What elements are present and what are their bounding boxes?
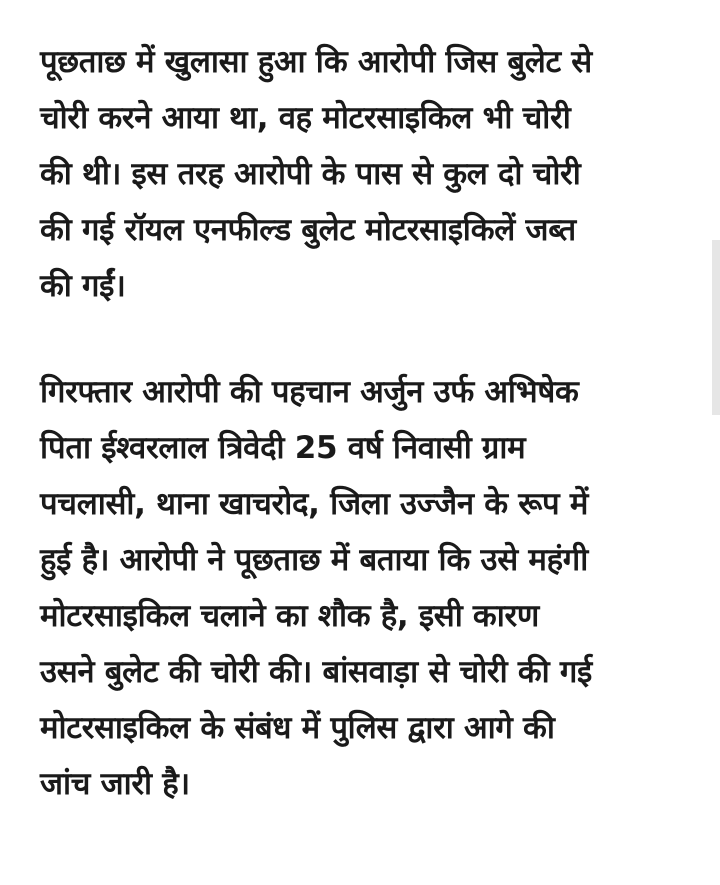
paragraph-line: उसने बुलेट की चोरी की। बांसवाड़ा से चोरी की गई: [40, 654, 592, 690]
paragraph-line: मोटरसाइकिल के संबंध में पुलिस द्वारा आगे की: [40, 710, 555, 746]
paragraph-spacer: [40, 314, 690, 364]
article-body: [40, 34, 690, 812]
paragraph-line: की थी। इस तरह आरोपी के पास से कुल दो चोरी: [40, 156, 581, 192]
paragraph-line: चोरी करने आया था, वह मोटरसाइकिल भी चोरी: [40, 100, 571, 136]
scrollbar[interactable]: [712, 240, 720, 415]
article-paragraph-1: [40, 34, 690, 314]
paragraph-line: की गईं।: [40, 268, 126, 304]
paragraph-line: मोटरसाइकिल चलाने का शौक है, इसी कारण: [40, 598, 539, 634]
paragraph-line: पिता ईश्वरलाल त्रिवेदी 25 वर्ष निवासी ग्राम: [40, 430, 526, 466]
paragraph-line: की गई रॉयल एनफील्ड बुलेट मोटरसाइकिलें जब्त: [40, 212, 576, 248]
paragraph-line: पचलासी, थाना खाचरोद, जिला उज्जैन के रूप में: [40, 486, 589, 522]
paragraph-line: गिरफ्तार आरोपी की पहचान अर्जुन उर्फ अभिषेक: [40, 374, 579, 410]
paragraph-line: पूछताछ में खुलासा हुआ कि आरोपी जिस बुलेट से: [40, 44, 592, 80]
paragraph-line: हुई है। आरोपी ने पूछताछ में बताया कि उसे महंगी: [40, 542, 588, 578]
article-paragraph-2: [40, 364, 690, 812]
paragraph-line: जांच जारी है।: [40, 766, 190, 802]
